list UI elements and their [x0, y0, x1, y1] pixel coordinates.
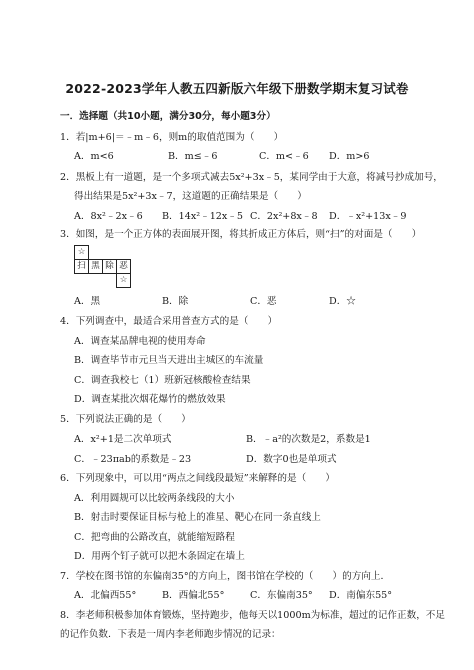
question-6-option-a: A．利用圆规可以比较两条线段的大小	[74, 493, 235, 504]
net-cell-hei: 黑	[88, 259, 103, 274]
question-8-stem-line2: 的记作负数．下表是一周内李老师跑步情况的记录：	[60, 629, 281, 640]
question-7-option-c: C．东偏南35°	[250, 590, 313, 601]
question-2-option-d: D．﹣x²+13x﹣9	[329, 211, 407, 222]
question-2-option-c: C．2x²+8x﹣8	[250, 211, 318, 222]
question-6-stem: 6．下列现象中，可以用“两点之间线段最短”来解释的是（ ）	[60, 473, 335, 484]
question-5-option-d: D．数字0也是单项式	[246, 454, 337, 465]
question-1-option-a: A．m<6	[74, 151, 114, 162]
question-1-option-d: D．m>6	[329, 151, 370, 162]
question-5-option-c: C．﹣23πab的系数是﹣23	[74, 454, 192, 465]
question-7-stem: 7．学校在图书馆的东偏南35°的方向上，图书馆在学校的（ ）的方向上．	[60, 571, 391, 582]
question-1-option-b: B．m≤﹣6	[168, 151, 218, 162]
question-7-option-b: B．西偏北55°	[162, 590, 225, 601]
net-cell-sao: 扫	[74, 259, 89, 274]
question-8-stem-line1: 8．李老师积极参加体育锻炼，坚持跑步，他每天以1000m为标准，超过的记作正数，不足	[60, 610, 445, 621]
question-1-option-c: C．m<﹣6	[259, 151, 309, 162]
question-4-option-c: C．调查我校七（1）班新冠核酸检查结果	[74, 375, 251, 386]
question-6-option-d: D．用两个钉子就可以把木条固定在墙上	[74, 551, 245, 562]
question-3-option-d: D．☆	[329, 296, 356, 307]
question-4-option-d: D．调查某批次烟花爆竹的燃放效果	[74, 394, 226, 405]
question-5-option-b: B．﹣a²的次数是2，系数是1	[246, 434, 371, 445]
page-title: 2022-2023学年人教五四新版六年级下册数学期末复习试卷	[65, 81, 409, 96]
question-4-option-a: A．调查某品牌电视的使用寿命	[74, 336, 206, 347]
question-3-option-a: A．黑	[74, 296, 101, 307]
question-3-option-b: B．除	[162, 296, 189, 307]
question-1-stem: 1．若|m+6|＝﹣m﹣6，则m的取值范围为（ ）	[60, 132, 284, 143]
question-7-option-a: A．北偏西55°	[74, 590, 137, 601]
question-7-option-d: D．南偏东55°	[329, 590, 393, 601]
question-6-option-c: C．把弯曲的公路改直，就能缩短路程	[74, 532, 235, 543]
net-cell-e: 恶	[116, 259, 131, 274]
net-cell-chu: 除	[102, 259, 117, 274]
question-5-stem: 5．下列说法正确的是（ ）	[60, 414, 191, 425]
question-6-option-b: B．射击时要保证目标与枪上的准星、靶心在同一条直线上	[74, 512, 321, 523]
question-2-option-a: A．8x²﹣2x﹣6	[74, 211, 143, 222]
question-3-stem: 3．如图，是一个正方体的表面展开图，将其折成正方体后，则“扫”的对面是（ ）	[60, 229, 422, 240]
section-heading: 一．选择题（共10小题，满分30分，每小题3分）	[60, 111, 276, 122]
question-3-option-c: C．恶	[250, 296, 277, 307]
net-cell-star-top: ☆	[74, 245, 89, 260]
question-4-option-b: B．调查毕节市元旦当天进出主城区的车流量	[74, 355, 264, 366]
question-2-stem-line2: 得出结果是5x²+3x﹣7，这道题的正确结果是（ ）	[74, 191, 307, 202]
question-5-option-a: A．x²+1是二次单项式	[74, 434, 172, 445]
question-2-stem-line1: 2．黑板上有一道题，是一个多项式减去5x²+3x﹣5，某同学由于大意，将减号抄成加号，	[60, 172, 443, 183]
question-2-option-b: B．14x²﹣12x﹣5	[162, 211, 244, 222]
net-cell-star-bottom: ☆	[116, 273, 131, 288]
question-4-stem: 4．下列调查中，最适合采用普查方式的是（ ）	[60, 316, 278, 327]
